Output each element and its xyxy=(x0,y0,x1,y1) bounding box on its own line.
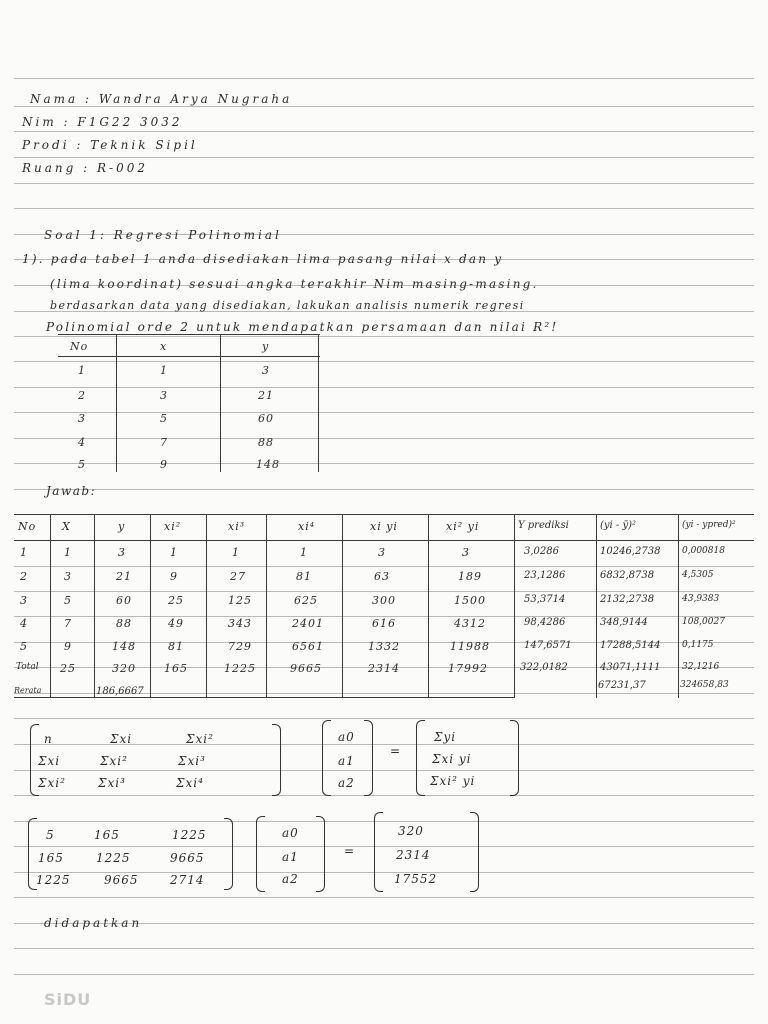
calc-cell: 67231,37 xyxy=(598,680,646,691)
small-cell: 5 xyxy=(160,412,168,425)
small-cell: 2 xyxy=(78,389,86,402)
calc-cell: 165 xyxy=(164,662,188,675)
matrix-cell: Σxi³ xyxy=(178,754,206,768)
calc-cell: 322,0182 xyxy=(520,662,568,673)
calc-cell: 148 xyxy=(112,640,136,653)
calc-header: xi² xyxy=(164,520,182,533)
calc-cell: 1500 xyxy=(454,594,486,607)
small-header-x: x xyxy=(160,340,168,353)
calc-cell: 1225 xyxy=(224,662,256,675)
calc-cell: 0,1175 xyxy=(682,640,714,650)
calc-mean-label: Rerata xyxy=(14,686,42,695)
calc-cell: 3 xyxy=(462,546,470,559)
calc-cell: 729 xyxy=(228,640,252,653)
calc-cell: 2 xyxy=(20,570,28,583)
calc-cell: 9 xyxy=(64,640,72,653)
matrix-cell: 2314 xyxy=(396,848,431,862)
calc-cell: 88 xyxy=(116,617,132,630)
calc-cell: 189 xyxy=(458,570,482,583)
notebook-logo: SiDU xyxy=(44,990,92,1009)
calc-cell: 9665 xyxy=(290,662,322,675)
question-line-4: Polinomial orde 2 untuk mendapatkan persamaan dan nilai R²! xyxy=(46,320,559,334)
unknown-a0: a0 xyxy=(282,826,299,840)
matrix-cell: 165 xyxy=(38,851,64,865)
calc-cell: 25 xyxy=(168,594,184,607)
small-header-no: No xyxy=(70,340,89,353)
calc-cell: 2132,2738 xyxy=(600,594,655,605)
calc-cell: 0,000818 xyxy=(682,546,725,556)
student-room: Ruang : R-002 xyxy=(22,161,148,175)
matrix-cell: 5 xyxy=(46,828,55,842)
calc-cell: 186,6667 xyxy=(96,686,144,697)
calc-cell: 17992 xyxy=(448,662,488,675)
calc-cell: 27 xyxy=(230,570,246,583)
small-cell: 9 xyxy=(160,458,168,471)
calc-header: X xyxy=(62,520,71,533)
calc-cell: 4,5305 xyxy=(682,570,714,580)
small-cell: 1 xyxy=(160,364,168,377)
equals-sign: = xyxy=(344,844,356,858)
calc-total-label: Total xyxy=(16,662,39,672)
calc-cell: 21 xyxy=(116,570,132,583)
calc-cell: 3 xyxy=(378,546,386,559)
calc-cell: 1332 xyxy=(368,640,400,653)
calc-cell: 108,0027 xyxy=(682,617,725,627)
calc-cell: 1 xyxy=(170,546,178,559)
calc-cell: 53,3714 xyxy=(524,594,566,605)
calc-header: xi yi xyxy=(370,520,398,533)
matrix-cell: Σxi³ xyxy=(98,776,126,790)
calc-cell: 343 xyxy=(228,617,252,630)
matrix-cell: 17552 xyxy=(394,872,438,886)
calc-cell: 125 xyxy=(228,594,252,607)
matrix-cell: 1225 xyxy=(36,873,71,887)
calc-header: (yi - ȳ)² xyxy=(600,520,637,531)
calc-cell: 63 xyxy=(374,570,390,583)
unknown-a1: a1 xyxy=(282,850,299,864)
calc-cell: 81 xyxy=(296,570,312,583)
calc-cell: 81 xyxy=(168,640,184,653)
matrix-cell: Σxi² xyxy=(100,754,128,768)
calc-cell: 9 xyxy=(170,570,178,583)
calc-header: (yi - ypred)² xyxy=(682,520,736,530)
calc-cell: 3 xyxy=(118,546,126,559)
unknown-a0: a0 xyxy=(338,730,355,744)
calc-cell: 11988 xyxy=(450,640,490,653)
calc-cell: 625 xyxy=(294,594,318,607)
calc-cell: 320 xyxy=(112,662,136,675)
matrix-cell: 9665 xyxy=(104,873,139,887)
calc-cell: 98,4286 xyxy=(524,617,566,628)
matrix-cell: 1225 xyxy=(96,851,131,865)
matrix-cell: 9665 xyxy=(170,851,205,865)
matrix-cell: Σxi xyxy=(38,754,61,768)
matrix-cell: Σyi xyxy=(434,730,457,744)
student-prodi: Prodi : Teknik Sipil xyxy=(22,138,198,152)
small-cell: 7 xyxy=(160,436,168,449)
small-cell: 21 xyxy=(258,389,274,402)
small-cell: 4 xyxy=(78,436,86,449)
small-cell: 3 xyxy=(78,412,86,425)
matrix-cell: Σxi² yi xyxy=(430,774,476,788)
matrix-cell: 165 xyxy=(94,828,120,842)
question-title: Soal 1: Regresi Polinomial xyxy=(44,228,282,242)
matrix-cell: 320 xyxy=(398,824,424,838)
question-line-3: berdasarkan data yang disediakan, lakukan analisis numerik regresi xyxy=(50,299,525,312)
calc-cell: 616 xyxy=(372,617,396,630)
matrix-cell: Σxi yi xyxy=(432,752,472,766)
calc-header: No xyxy=(18,520,37,533)
calc-cell: 10246,2738 xyxy=(600,546,661,557)
calc-header: xi³ xyxy=(228,520,246,533)
calc-cell: 6561 xyxy=(292,640,324,653)
matrix-cell: 2714 xyxy=(170,873,205,887)
question-line-2: (lima koordinat) sesuai angka terakhir Nim masing-masing. xyxy=(50,277,539,291)
calc-cell: 49 xyxy=(168,617,184,630)
calc-cell: 1 xyxy=(300,546,308,559)
small-cell: 3 xyxy=(160,389,168,402)
matrix-cell: Σxi² xyxy=(186,732,214,746)
calc-cell: 25 xyxy=(60,662,76,675)
calc-header: xi² yi xyxy=(446,520,480,533)
calc-cell: 348,9144 xyxy=(600,617,648,628)
calc-cell: 4 xyxy=(20,617,28,630)
calc-cell: 60 xyxy=(116,594,132,607)
matrix-cell: Σxi xyxy=(110,732,133,746)
calc-cell: 147,6571 xyxy=(524,640,572,651)
unknown-a2: a2 xyxy=(282,872,299,886)
calc-cell: 1 xyxy=(20,546,28,559)
calc-cell: 1 xyxy=(232,546,240,559)
calc-header: xi⁴ xyxy=(298,520,316,533)
calc-cell: 4312 xyxy=(454,617,486,630)
question-line-1: 1). pada tabel 1 anda disediakan lima pasang nilai x dan y xyxy=(22,252,504,266)
calc-cell: 6832,8738 xyxy=(600,570,655,581)
calc-cell: 3 xyxy=(64,570,72,583)
small-cell: 3 xyxy=(262,364,270,377)
calc-cell: 43071,1111 xyxy=(600,662,661,673)
calc-header: Y prediksi xyxy=(518,520,569,531)
result-label: didapatkan xyxy=(44,916,143,930)
calc-cell: 3 xyxy=(20,594,28,607)
calc-header: y xyxy=(118,520,126,533)
calc-cell: 2314 xyxy=(368,662,400,675)
matrix-cell: Σxi² xyxy=(38,776,66,790)
small-cell: 5 xyxy=(78,458,86,471)
small-header-y: y xyxy=(262,340,270,353)
calc-cell: 3,0286 xyxy=(524,546,559,557)
unknown-a2: a2 xyxy=(338,776,355,790)
small-cell: 60 xyxy=(258,412,274,425)
calc-cell: 5 xyxy=(64,594,72,607)
calc-cell: 1 xyxy=(64,546,72,559)
calc-cell: 32,1216 xyxy=(682,662,720,672)
student-name: Nama : Wandra Arya Nugraha xyxy=(30,92,293,106)
calc-cell: 2401 xyxy=(292,617,324,630)
calc-cell: 300 xyxy=(372,594,396,607)
answer-label: Jawab: xyxy=(46,484,97,498)
calc-cell: 43,9383 xyxy=(682,594,720,604)
calc-cell: 17288,5144 xyxy=(600,640,661,651)
matrix-cell: n xyxy=(44,732,53,746)
small-cell: 1 xyxy=(78,364,86,377)
calc-cell: 5 xyxy=(20,640,28,653)
student-nim: Nim : F1G22 3032 xyxy=(22,115,183,129)
calc-cell: 7 xyxy=(64,617,72,630)
calc-cell: 324658,83 xyxy=(680,680,729,690)
small-cell: 148 xyxy=(256,458,280,471)
matrix-cell: Σxi⁴ xyxy=(176,776,204,790)
calc-cell: 23,1286 xyxy=(524,570,566,581)
matrix-cell: 1225 xyxy=(172,828,207,842)
unknown-a1: a1 xyxy=(338,754,355,768)
equals-sign: = xyxy=(390,744,402,758)
small-cell: 88 xyxy=(258,436,274,449)
